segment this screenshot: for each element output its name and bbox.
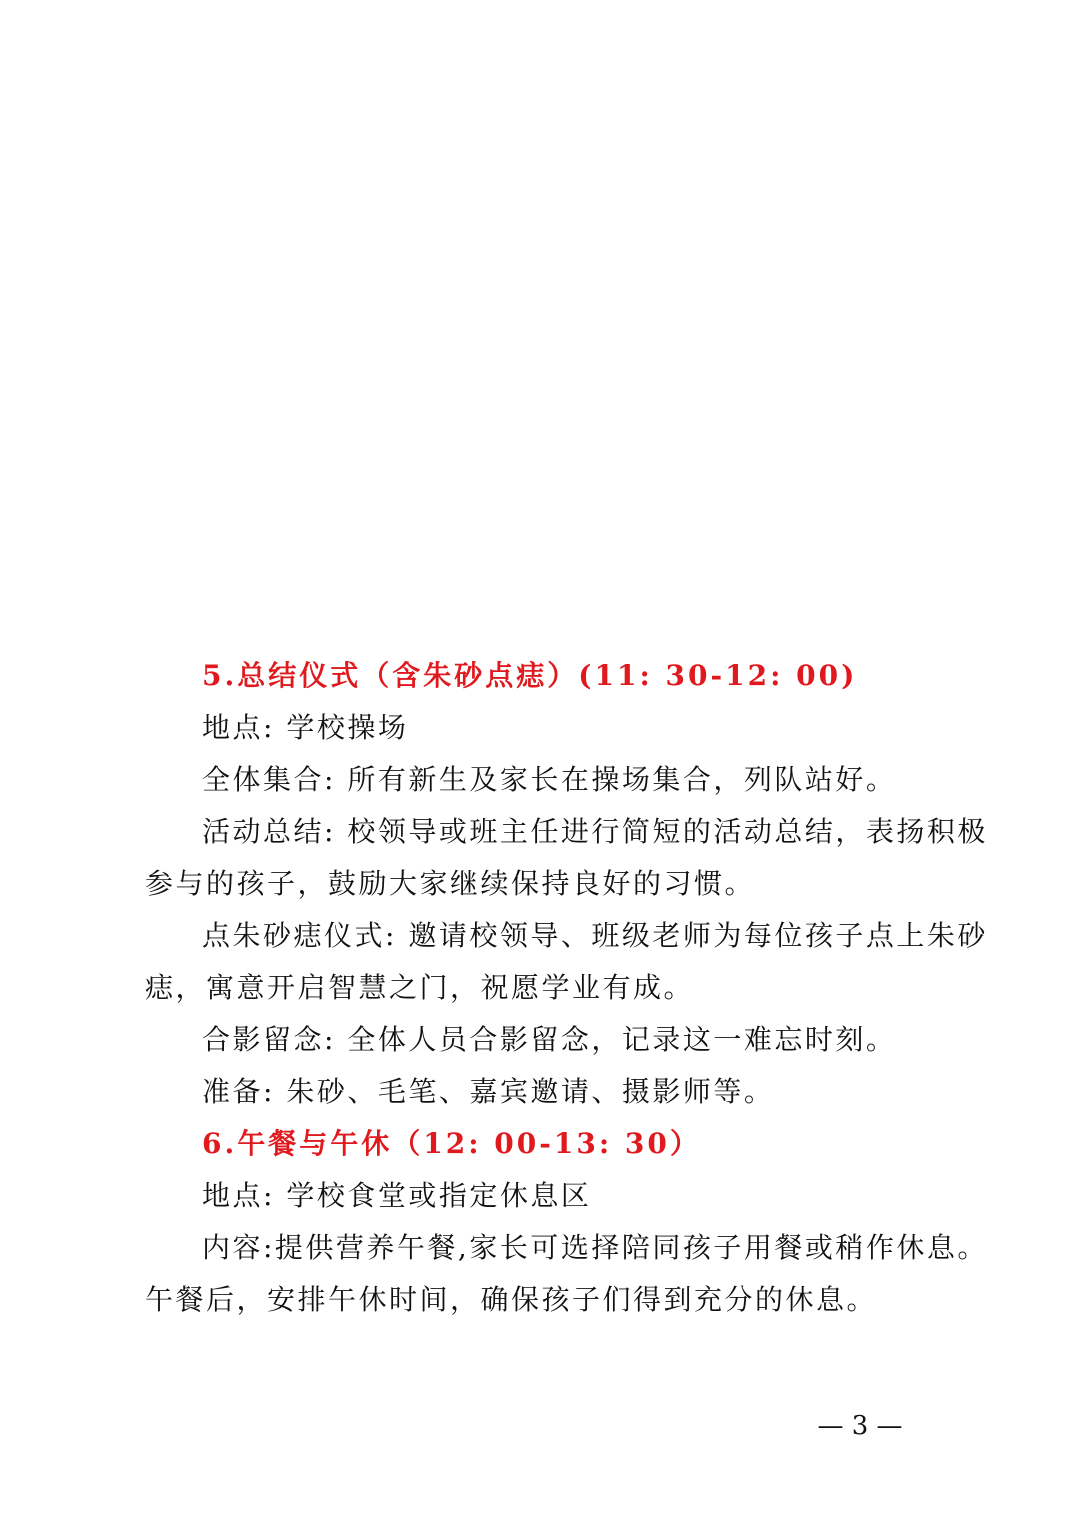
paragraph-line: 参与的孩子，鼓励大家继续保持良好的习惯。: [145, 867, 756, 900]
section-heading-lunch-rest: 6.午餐与午休（12: 00-13: 30）: [202, 1127, 701, 1160]
paragraph-line: 地点: 学校操场: [202, 711, 409, 744]
paragraph-line: 内容:提供营养午餐,家长可选择陪同孩子用餐或稍作休息。: [202, 1231, 988, 1264]
paragraph-line: 全体集合: 所有新生及家长在操场集合，列队站好。: [202, 763, 897, 796]
paragraph-line: 地点: 学校食堂或指定休息区: [202, 1179, 592, 1212]
paragraph-line: 点朱砂痣仪式: 邀请校领导、班级老师为每位孩子点上朱砂: [202, 919, 988, 952]
page-number: — 3 —: [817, 1411, 903, 1441]
paragraph-line: 活动总结: 校领导或班主任进行简短的活动总结，表扬积极: [202, 815, 988, 848]
paragraph-line: 准备: 朱砂、毛笔、嘉宾邀请、摄影师等。: [202, 1075, 775, 1108]
paragraph-line: 痣，寓意开启智慧之门，祝愿学业有成。: [145, 971, 695, 1004]
section-heading-summary-ceremony: 5.总结仪式（含朱砂点痣）(11: 30-12: 00): [202, 659, 858, 692]
paragraph-line: 合影留念: 全体人员合影留念，记录这一难忘时刻。: [202, 1023, 897, 1056]
document-body: [145, 650, 988, 1326]
paragraph-line: 午餐后，安排午休时间，确保孩子们得到充分的休息。: [145, 1283, 878, 1316]
